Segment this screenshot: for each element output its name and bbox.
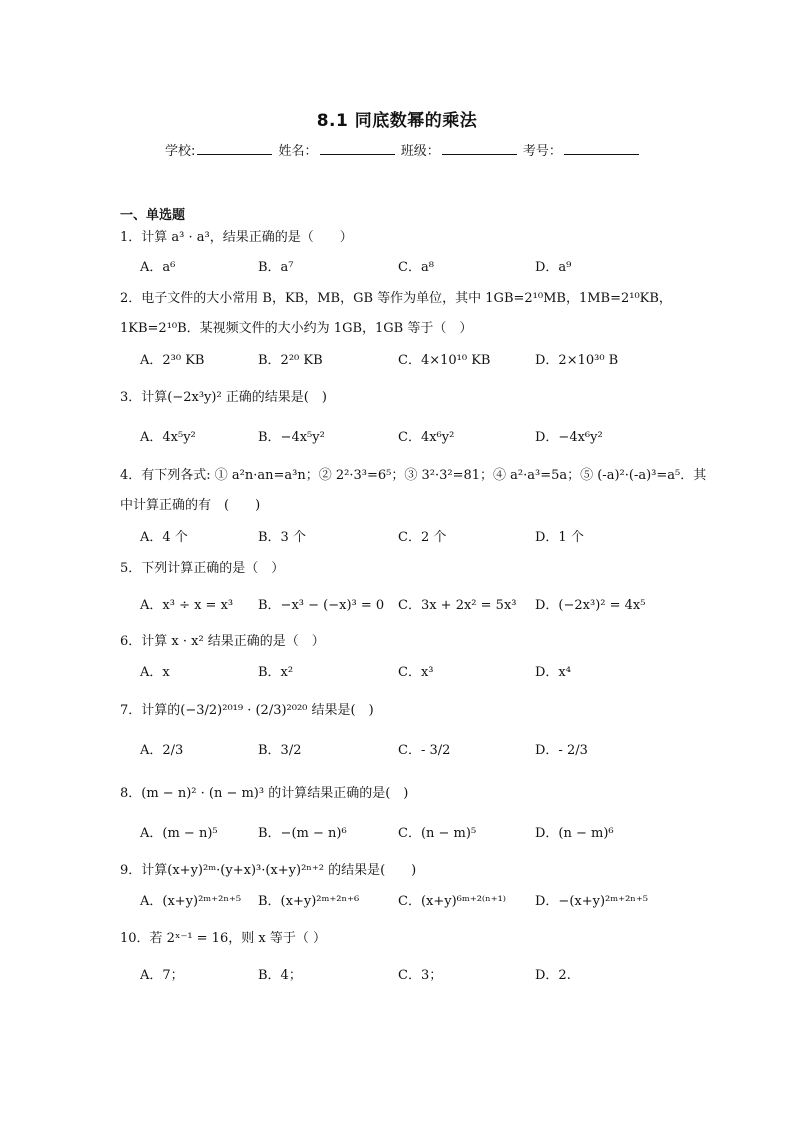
- option-b[interactable]: B．−x³ − (−x)³ = 0: [258, 598, 385, 613]
- question-9-stem: 9．计算(x+y)²ᵐ·(y+x)³·(x+y)²ⁿ⁺² 的结果是( ): [120, 863, 417, 878]
- question-2-stem: 2．电子文件的大小常用 B，KB，MB，GB 等作为单位，其中 1GB=2¹⁰MB，1MB=2¹⁰KB，: [120, 291, 672, 306]
- option-b[interactable]: B．(x+y)²ᵐ⁺²ⁿ⁺⁶: [258, 894, 360, 909]
- option-c[interactable]: C．(n − m)⁵: [398, 826, 477, 841]
- option-b[interactable]: B．2²⁰ KB: [258, 353, 323, 368]
- option-a[interactable]: A．4x⁵y²: [140, 430, 196, 445]
- option-a[interactable]: A．2³⁰ KB: [140, 353, 205, 368]
- option-d[interactable]: D．x⁴: [535, 665, 571, 680]
- option-c[interactable]: C．(x+y)⁶ᵐ⁺²⁽ⁿ⁺¹⁾: [398, 894, 506, 909]
- option-d[interactable]: D．- 2/3: [535, 743, 588, 758]
- option-b[interactable]: B．3 个: [258, 530, 306, 545]
- option-c[interactable]: C．a⁸: [398, 260, 434, 275]
- question-8-stem: 8．(m − n)² · (n − m)³ 的计算结果正确的是( ): [120, 786, 409, 801]
- option-c[interactable]: C．3x + 2x² = 5x³: [398, 598, 517, 613]
- class-blank[interactable]: [442, 142, 517, 155]
- number-label: 考号：: [522, 144, 562, 159]
- option-b[interactable]: B．−4x⁵y²: [258, 430, 325, 445]
- option-d[interactable]: D．2×10³⁰ B: [535, 353, 619, 368]
- option-d[interactable]: D．(n − m)⁶: [535, 826, 614, 841]
- option-a[interactable]: A．4 个: [140, 530, 188, 545]
- option-b[interactable]: B．4；: [258, 968, 302, 983]
- number-blank[interactable]: [564, 142, 639, 155]
- question-7-stem: 7．计算的(−3/2)²⁰¹⁹ · (2/3)²⁰²⁰ 结果是( ): [120, 703, 374, 718]
- option-b[interactable]: B．a⁷: [258, 260, 294, 275]
- school-label: 学校:: [165, 144, 196, 159]
- option-b[interactable]: B．−(m − n)⁶: [258, 826, 347, 841]
- option-a[interactable]: A．(m − n)⁵: [140, 826, 218, 841]
- class-label: 班级：: [400, 144, 440, 159]
- option-a[interactable]: A．x³ ÷ x = x³: [140, 598, 234, 613]
- question-3-stem: 3．计算(−2x³y)² 正确的结果是( ): [120, 390, 327, 405]
- question-10-stem: 10．若 2ˣ⁻¹ = 16，则 x 等于（ ）: [120, 931, 326, 946]
- option-a[interactable]: A．2/3: [140, 743, 184, 758]
- option-d[interactable]: D．−4x⁶y²: [535, 430, 603, 445]
- option-d[interactable]: D．−(x+y)²ᵐ⁺²ⁿ⁺⁵: [535, 894, 648, 909]
- option-b[interactable]: B．x²: [258, 665, 294, 680]
- option-d[interactable]: D．a⁹: [535, 260, 572, 275]
- option-a[interactable]: A．x: [140, 665, 170, 680]
- student-info-line: [165, 140, 641, 159]
- option-c[interactable]: C．4x⁶y²: [398, 430, 455, 445]
- section-heading: 一、单选题: [120, 208, 186, 223]
- option-c[interactable]: C．- 3/2: [398, 743, 451, 758]
- option-a[interactable]: A．a⁶: [140, 260, 176, 275]
- question-4-stem: 4．有下列各式: ① a²n·an=a³n；② 2²·3³=6⁵；③ 3²·3²=81；④ a²·a³=5a；⑤ (-a)²·(-a)³=a⁵．其: [120, 468, 707, 483]
- question-1-stem: 1．计算 a³ · a³，结果正确的是（ ）: [120, 230, 353, 245]
- page-title: 8.1 同底数幂的乘法: [316, 111, 478, 131]
- option-c[interactable]: C．2 个: [398, 530, 447, 545]
- name-label: 姓名：: [278, 144, 318, 159]
- question-4-stem-cont: 中计算正确的有 ( ): [120, 498, 261, 513]
- option-c[interactable]: C．4×10¹⁰ KB: [398, 353, 491, 368]
- question-6-stem: 6．计算 x · x² 结果正确的是（ ）: [120, 634, 325, 649]
- question-5-stem: 5．下列计算正确的是（ ）: [120, 561, 285, 576]
- option-c[interactable]: C．3；: [398, 968, 443, 983]
- school-blank[interactable]: [197, 142, 272, 155]
- option-d[interactable]: D．1 个: [535, 530, 584, 545]
- option-b[interactable]: B．3/2: [258, 743, 302, 758]
- option-a[interactable]: A．7；: [140, 968, 184, 983]
- option-d[interactable]: D．2.: [535, 968, 571, 983]
- option-d[interactable]: D．(−2x³)² = 4x⁵: [535, 598, 646, 613]
- option-c[interactable]: C．x³: [398, 665, 434, 680]
- question-2-stem-cont: 1KB=2¹⁰B．某视频文件的大小约为 1GB，1GB 等于（ ）: [120, 321, 473, 336]
- option-a[interactable]: A．(x+y)²ᵐ⁺²ⁿ⁺⁵: [140, 894, 242, 909]
- name-blank[interactable]: [320, 142, 395, 155]
